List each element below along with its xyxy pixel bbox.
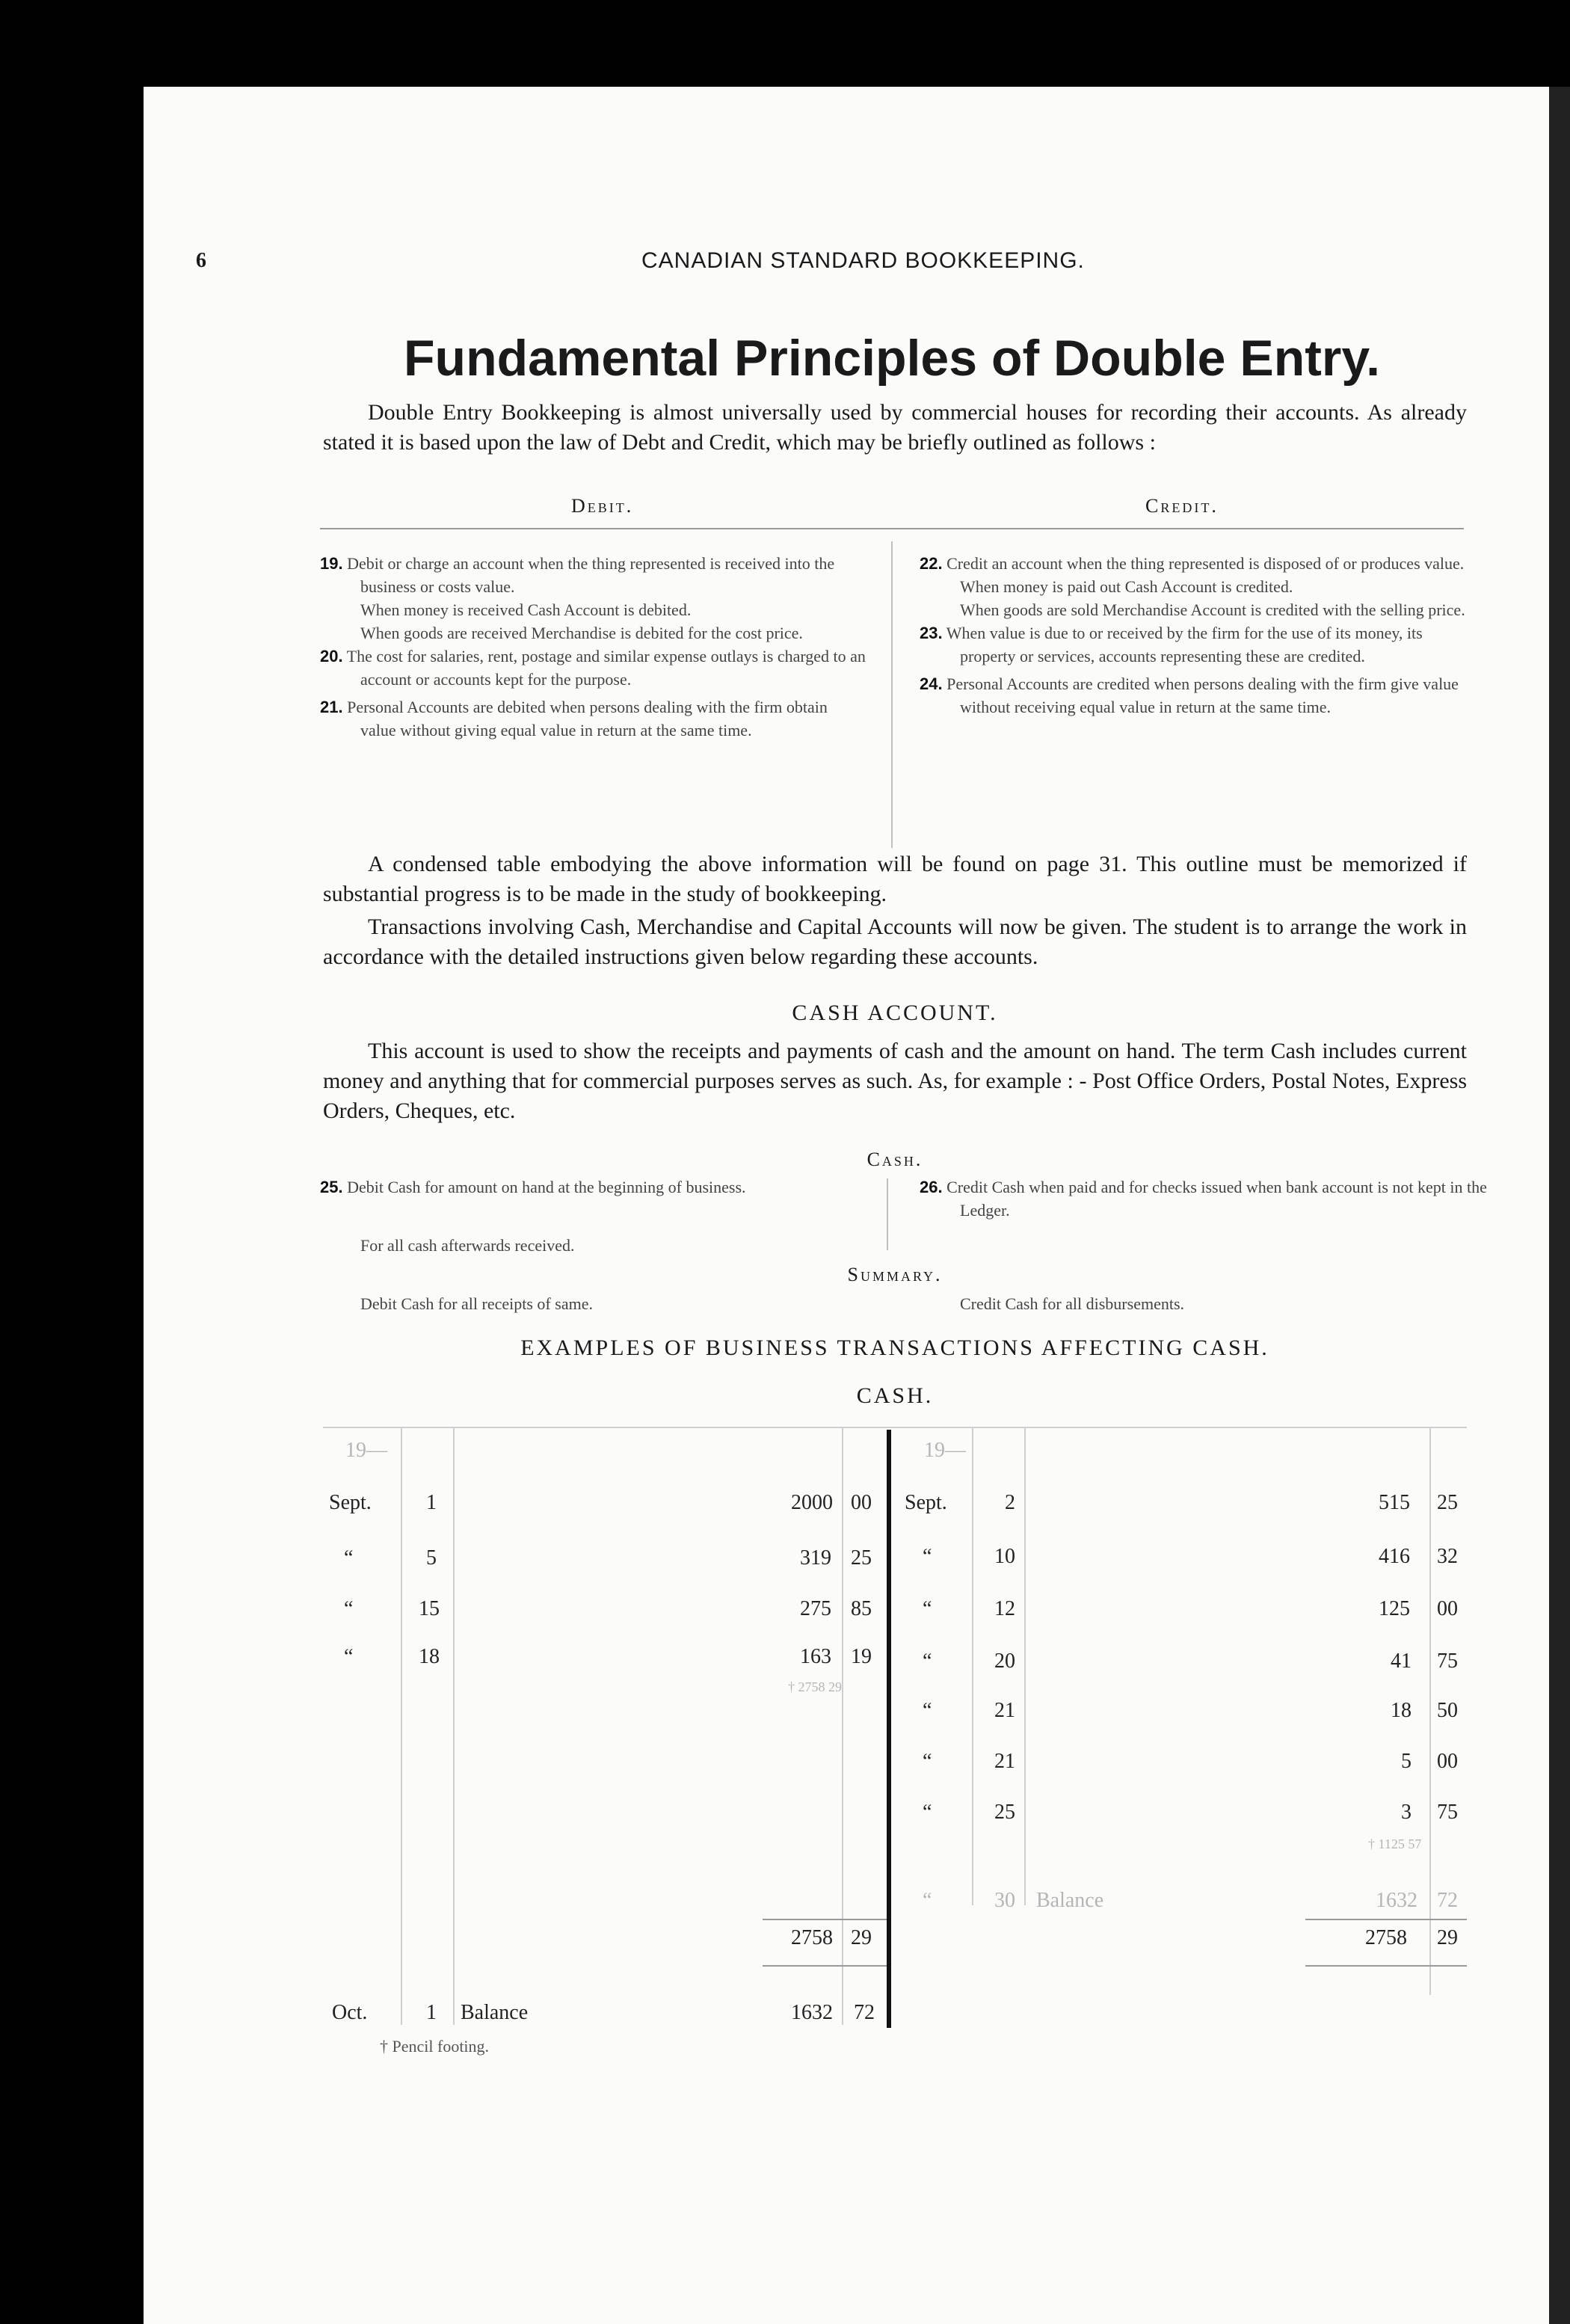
- ledger-rule: [401, 1427, 402, 2025]
- credit-month: “: [923, 1699, 932, 1722]
- debit-pencil-footing: † 2758 29: [788, 1679, 842, 1694]
- debit-total-cents: 29: [851, 1926, 872, 1949]
- credit-day: 21: [994, 1750, 1015, 1773]
- rule-19-sub-1: When money is received Cash Account is debited.: [360, 600, 692, 619]
- credit-cents: 00: [1437, 1597, 1458, 1620]
- debit-day: 15: [419, 1597, 440, 1620]
- credit-month: “: [923, 1597, 932, 1620]
- rule-20: [320, 645, 866, 691]
- debit-month: “: [344, 1546, 354, 1570]
- rule-26: [920, 1175, 1506, 1222]
- debit-dollars: 275: [800, 1597, 831, 1620]
- credit-day: 21: [994, 1699, 1015, 1722]
- transactions-paragraph: Transactions involving Cash, Merchandise and Capital Accounts will now be given. The student is to arrange the work in accordance with the detailed instructions given below regarding these accounts.: [323, 914, 1467, 969]
- credit-dollars: 41: [1391, 1650, 1412, 1673]
- rule-21: [320, 695, 866, 742]
- rule-25-sub: For all cash afterwards received.: [360, 1236, 575, 1255]
- column-divider: [891, 541, 893, 848]
- rule-text: Credit an account when the thing represented is disposed of or produces value.: [946, 554, 1465, 573]
- credit-dollars: 5: [1401, 1750, 1412, 1773]
- oct-day: 1: [426, 2001, 437, 2024]
- credit-month: “: [923, 1650, 932, 1673]
- rule-19-sub-2: When goods are received Merchandise is debited for the cost price.: [360, 624, 803, 642]
- ledger-top-rule: [323, 1427, 1467, 1428]
- balance-desc: Balance: [1036, 1889, 1104, 1912]
- page-title: Fundamental Principles of Double Entry.: [404, 330, 1381, 387]
- summary-debit: Debit Cash for all receipts of same.: [360, 1294, 593, 1313]
- credit-cents: 50: [1437, 1699, 1458, 1722]
- rule-22-sub-2: When goods are sold Merchandise Account is credited with the selling price.: [960, 600, 1465, 619]
- rule-text: Debit Cash for amount on hand at the beginning of business.: [347, 1178, 746, 1196]
- balance-month: “: [923, 1889, 932, 1912]
- credit-dollars: 125: [1379, 1597, 1410, 1620]
- ledger-title: CASH.: [856, 1383, 934, 1408]
- rule-number: 25.: [320, 1178, 343, 1196]
- credit-dollars: 515: [1379, 1491, 1410, 1514]
- rule-number: 24.: [920, 674, 943, 693]
- oct-dollars: 1632: [791, 2001, 833, 2024]
- summary-credit: Credit Cash for all disbursements.: [960, 1294, 1185, 1313]
- rule-number: 21.: [320, 698, 343, 716]
- oct-cents: 72: [854, 2001, 875, 2024]
- credit-pencil-footing: † 1125 57: [1368, 1836, 1422, 1851]
- credit-day: 20: [994, 1650, 1015, 1673]
- credit-dollars: 416: [1379, 1545, 1410, 1568]
- ledger-rule: [1024, 1427, 1026, 1905]
- debit-dollars: 2000: [791, 1491, 833, 1514]
- debit-total-rule: [763, 1919, 887, 1920]
- balance-day: 30: [994, 1889, 1015, 1912]
- credit-cents: 75: [1437, 1650, 1458, 1673]
- page-number: 6: [196, 249, 206, 272]
- rule-number: 22.: [920, 554, 943, 573]
- debit-column-heading: Debit.: [571, 495, 634, 517]
- cash-account-paragraph: This account is used to show the receipts and payments of cash and the amount on hand. The term Cash includes current money and anything that for commercial purposes serves as such. As, for example : - Post Office Orders, Postal Notes, Express Orders, Cheques, etc.: [323, 1039, 1467, 1123]
- rule-text: When value is due to or received by the firm for the use of its money, its property or services, accounts representing these are credited.: [946, 624, 1423, 665]
- oct-month: Oct.: [332, 2001, 368, 2024]
- credit-month: “: [923, 1801, 932, 1824]
- credit-cents: 25: [1437, 1491, 1458, 1514]
- credit-cents: 32: [1437, 1545, 1458, 1568]
- rule-text: The cost for salaries, rent, postage and similar expense outlays is charged to an account or accounts kept for the purpose.: [346, 647, 866, 689]
- credit-cents: 75: [1437, 1801, 1458, 1824]
- debit-cents: 00: [851, 1491, 872, 1514]
- credit-dollars: 3: [1401, 1801, 1412, 1824]
- credit-month: Sept.: [905, 1491, 947, 1514]
- rule-25: [320, 1175, 906, 1199]
- credit-dollars: 18: [1391, 1699, 1412, 1722]
- credit-total-rule: [1305, 1965, 1467, 1967]
- debit-day: 18: [419, 1645, 440, 1668]
- credit-cents: 00: [1437, 1750, 1458, 1773]
- debit-total-rule: [763, 1965, 887, 1967]
- credit-total-rule: [1305, 1919, 1467, 1920]
- intro-paragraph: Double Entry Bookkeeping is almost universally used by commercial houses for recording their accounts. As already stated it is based upon the law of Debt and Credit, which may be briefly outlined as follows :: [323, 400, 1467, 455]
- debit-month: Sept.: [329, 1491, 372, 1514]
- scan-edge: [1549, 87, 1570, 2324]
- balance-cents: 72: [1437, 1889, 1458, 1912]
- credit-day: 25: [994, 1801, 1015, 1824]
- rule-text: Personal Accounts are debited when persons dealing with the firm obtain value without giving equal value in return at the same time.: [347, 698, 828, 740]
- rule-23: [920, 621, 1465, 668]
- debit-cents: 19: [851, 1645, 872, 1668]
- ledger-year-left: 19—: [345, 1439, 387, 1462]
- credit-day: 12: [994, 1597, 1015, 1620]
- debit-dollars: 319: [800, 1546, 831, 1570]
- credit-day: 2: [1005, 1491, 1015, 1514]
- ledger-rule: [972, 1427, 973, 1905]
- debit-cents: 85: [851, 1597, 872, 1620]
- ledger-center-bar: [887, 1430, 891, 2028]
- rule-22: [920, 552, 1465, 575]
- summary-subheading: Summary.: [847, 1264, 943, 1285]
- debit-day: 1: [426, 1491, 437, 1514]
- rule-number: 20.: [320, 647, 343, 665]
- rule-number: 19.: [320, 554, 343, 573]
- debit-cents: 25: [851, 1546, 872, 1570]
- credit-total-cents: 29: [1437, 1926, 1458, 1949]
- column-rule: [320, 528, 1464, 529]
- cash-column-divider: [887, 1178, 888, 1250]
- debit-month: “: [344, 1645, 354, 1668]
- credit-rules: [920, 552, 1465, 719]
- debit-dollars: 163: [800, 1645, 831, 1668]
- oct-desc: Balance: [461, 2001, 529, 2024]
- debit-day: 5: [426, 1546, 437, 1570]
- footnote: † Pencil footing.: [380, 2037, 490, 2056]
- balance-dollars: 1632: [1376, 1889, 1417, 1912]
- credit-total-dollars: 2758: [1365, 1926, 1407, 1949]
- ledger-year-right: 19—: [924, 1439, 966, 1462]
- rule-19: [320, 552, 866, 598]
- rule-text: Credit Cash when paid and for checks issued when bank account is not kept in the Ledger.: [946, 1178, 1487, 1220]
- cash-account-heading: CASH ACCOUNT.: [792, 1000, 998, 1025]
- examples-heading: EXAMPLES OF BUSINESS TRANSACTIONS AFFECTING CASH.: [520, 1335, 1269, 1360]
- credit-month: “: [923, 1750, 932, 1773]
- rule-24: [920, 672, 1465, 719]
- ledger-rule: [1429, 1427, 1431, 1995]
- debit-rules: [320, 552, 866, 742]
- rule-22-sub-1: When money is paid out Cash Account is credited.: [960, 577, 1293, 596]
- ledger-rule: [453, 1427, 455, 2025]
- condensed-table-paragraph: A condensed table embodying the above information will be found on page 31. This outline must be memorized if substantial progress is to be made in the study of bookkeeping.: [323, 852, 1467, 906]
- ledger-rule: [842, 1427, 843, 2025]
- running-head: CANADIAN STANDARD BOOKKEEPING.: [641, 248, 1085, 273]
- rule-number: 23.: [920, 624, 943, 642]
- rule-text: Personal Accounts are credited when persons dealing with the firm give value without receiving equal value in return at the same time.: [946, 674, 1459, 716]
- credit-column-heading: Credit.: [1145, 495, 1219, 517]
- debit-month: “: [344, 1597, 354, 1620]
- debit-total-dollars: 2758: [791, 1926, 833, 1949]
- credit-month: “: [923, 1545, 932, 1568]
- rule-text: Debit or charge an account when the thing represented is received into the business or costs value.: [347, 554, 835, 596]
- rule-number: 26.: [920, 1178, 943, 1196]
- cash-subheading: Cash.: [866, 1149, 923, 1170]
- credit-day: 10: [994, 1545, 1015, 1568]
